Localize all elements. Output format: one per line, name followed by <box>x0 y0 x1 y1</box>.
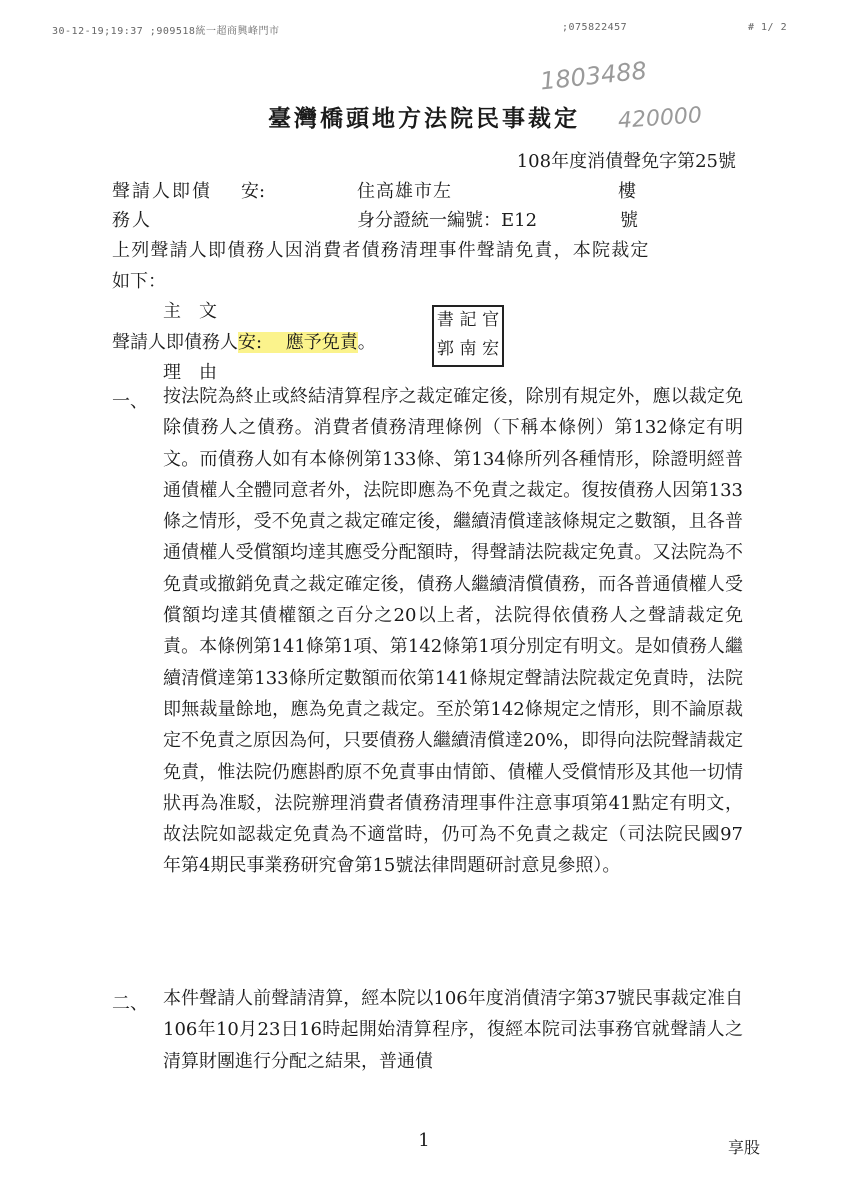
intro-line-1: 上列聲請人即債務人因消費者債務清理事件聲請免責，本院裁定 <box>112 240 650 261</box>
reason-2-number: 二、 <box>112 993 148 1014</box>
reason-2-text: 本件聲請人前聲請清算，經本院以106年度消債清字第37號民事裁定准自106年10月23日16時起開始清算程序，復經本院司法事務官就聲請人之清算財團進行分配之結果，普通債 <box>163 988 743 1072</box>
holding-highlight: 安: 應予免責 <box>238 332 358 353</box>
holding-suffix: 。 <box>357 332 376 353</box>
reasons-heading: 理 由 <box>163 362 217 383</box>
fax-header-middle: ;075822457 <box>562 22 628 33</box>
stamp-char: 記 <box>459 310 477 330</box>
handwritten-number: 1803488 <box>538 56 649 96</box>
applicant-id-end: 號 <box>620 210 638 231</box>
page-number: 1 <box>418 1130 430 1151</box>
applicant-name: 安: <box>241 181 266 202</box>
document-title: 臺灣橋頭地方法院民事裁定 <box>268 105 580 132</box>
stamp-char: 宏 <box>482 339 500 359</box>
intro-line-2: 如下： <box>112 271 166 292</box>
applicant-address: 住高雄市左 <box>357 181 452 202</box>
stamp-char: 南 <box>459 339 477 359</box>
stamp-char: 官 <box>482 310 500 330</box>
applicant-id: 身分證統一編號：E12 <box>357 210 538 231</box>
footer-mark: 享股 <box>728 1138 761 1157</box>
case-number: 108年度消債聲免字第25號 <box>516 151 736 172</box>
holding-heading: 主 文 <box>163 301 217 322</box>
reason-1-text: 按法院為終止或終結清算程序之裁定確定後，除別有規定外，應以裁定免除債務人之債務。消費者債務清理條例（下稱本條例）第132條定有明文。而債務人如有本條例第133條、第134條所列各種情形，除證明經普通債權人全體同意者外，法院即應為不免責之裁定。復按債務人因第133條之情形，受不免責之裁定確定後，繼續清償達該條規定之數額，且各普通債權人受償額均達其應受分配額時，得聲請法院裁定免責。又法院為不免責或撤銷免責之裁定確定後，債務人繼續清償債務，而各普通債權人受償額均達其債權額之百分之20以上者，法院得依債務人之聲請裁定免責。本條例第141條第1項、第142條第1項分別定有明文。是如債務人繼續清償達第133條所定數額而依第141條規定聲請法院裁定免責時，法院即無裁量餘地，應為免責之裁定。至於第142條規定之情形，則不論原裁定不免責之原因為何，只要債務人繼續清償達20%，即得向法院聲請裁定免責，惟法院仍應斟酌原不免責事由情節、債權人受償情形及其他一切情狀再為准駁，法院辦理消費者債務清理事件注意事項第41點定有明文，故法院如認裁定免責為不適當時，仍可為不免責之裁定（司法院民國97年第4期民事業務研究會第15號法律問題研討意見參照）。 <box>163 386 744 877</box>
fax-header-right: # 1/ 2 <box>748 22 788 33</box>
reason-1-number: 一、 <box>112 391 148 412</box>
applicant-label: 聲請人即債 <box>112 181 212 202</box>
stamp-char: 書 <box>436 310 454 330</box>
stamp-char: 郭 <box>436 339 454 359</box>
applicant-label-2: 務人 <box>112 210 152 231</box>
handwritten-amount: 420000 <box>617 103 703 134</box>
holding-prefix: 聲請人即債務人 <box>112 332 238 353</box>
clerk-stamp <box>432 305 504 367</box>
applicant-address-end: 樓 <box>618 181 636 202</box>
holding-text <box>112 328 376 354</box>
fax-header-left: 30-12-19;19:37 ;909518統一超商興峰門市 <box>52 26 280 37</box>
